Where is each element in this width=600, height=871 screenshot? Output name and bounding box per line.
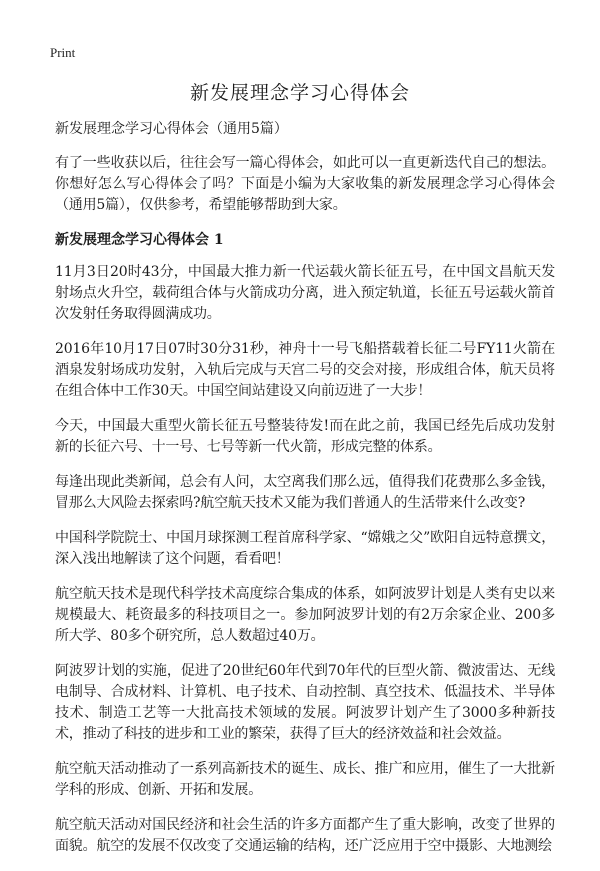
- article-body: [55, 119, 555, 871]
- paragraph: 中国科学院院士、中国月球探测工程首席科学家、“嫦娥之父”欧阳自远特意撰文，深入浅出地解读了这个问题，看看吧！: [55, 530, 555, 567]
- paragraph: 航空航天活动推动了一系列高新技术的诞生、成长、推广和应用，催生了一大批新学科的形成、创新、开拓和发展。: [55, 761, 555, 798]
- print-link[interactable]: Print: [50, 45, 76, 60]
- article-subtitle: 新发展理念学习心得体会（通用5篇）: [55, 121, 288, 137]
- section-heading: 新发展理念学习心得体会 1: [55, 232, 224, 248]
- page-title: 新发展理念学习心得体会: [189, 82, 410, 104]
- paragraph: 2016年10月17日07时30分31秒，神舟十一号飞船搭载着长征二号FY11火箭在酒泉发射场成功发射，入轨后完成与天宫二号的交会对接，形成组合体，航天员将在组合体中工作30天。中国空间站建设又向前迈进了一大步！: [55, 341, 555, 399]
- intro-paragraph: 有了一些收获以后，往往会写一篇心得体会，如此可以一直更新迭代自己的想法。你想好怎么写心得体会了吗？下面是小编为大家收集的新发展理念学习心得体会（通用5篇），仅供参考，希望能够帮助到大家。: [55, 155, 555, 213]
- paragraph: 今天，中国最大重型火箭长征五号整装待发!而在此之前，我国已经先后成功发射新的长征六号、十一号、七号等新一代火箭，形成完整的体系。: [55, 418, 555, 455]
- paragraph: 11月3日20时43分，中国最大推力新一代运载火箭长征五号，在中国文昌航天发射场点火升空，载荷组合体与火箭成功分离，进入预定轨道，长征五号运载火箭首次发射任务取得圆满成功。: [55, 264, 555, 322]
- paragraph: 阿波罗计划的实施，促进了20世纪60年代到70年代的巨型火箭、微波雷达、无线电制导、合成材料、计算机、电子技术、自动控制、真空技术、低温技术、半导体技术、制造工艺等一大批高技术领域的发展。阿波罗计划产生了3000多种新技术，推动了科技的进步和工业的繁荣，获得了巨大的经济效益和社会效益。: [55, 663, 555, 742]
- paragraph: 航空航天技术是现代科学技术高度综合集成的体系，如阿波罗计划是人类有史以来规模最大、耗资最多的科技项目之一。参加阿波罗计划的有2万余家企业、200多所大学、80多个研究所，总人数超过40万。: [55, 586, 555, 644]
- paragraph: 每逢出现此类新闻，总会有人问，太空离我们那么远，值得我们花费那么多金钱，冒那么大风险去探索吗?航空航天技术又能为我们普通人的生活带来什么改变?: [55, 474, 555, 511]
- paragraph: 航空航天活动对国民经济和社会生活的许多方面都产生了重大影响，改变了世界的面貌。航空的发展不仅改变了交通运输的结构，还广泛应用于空中摄影、大地测绘: [55, 817, 555, 854]
